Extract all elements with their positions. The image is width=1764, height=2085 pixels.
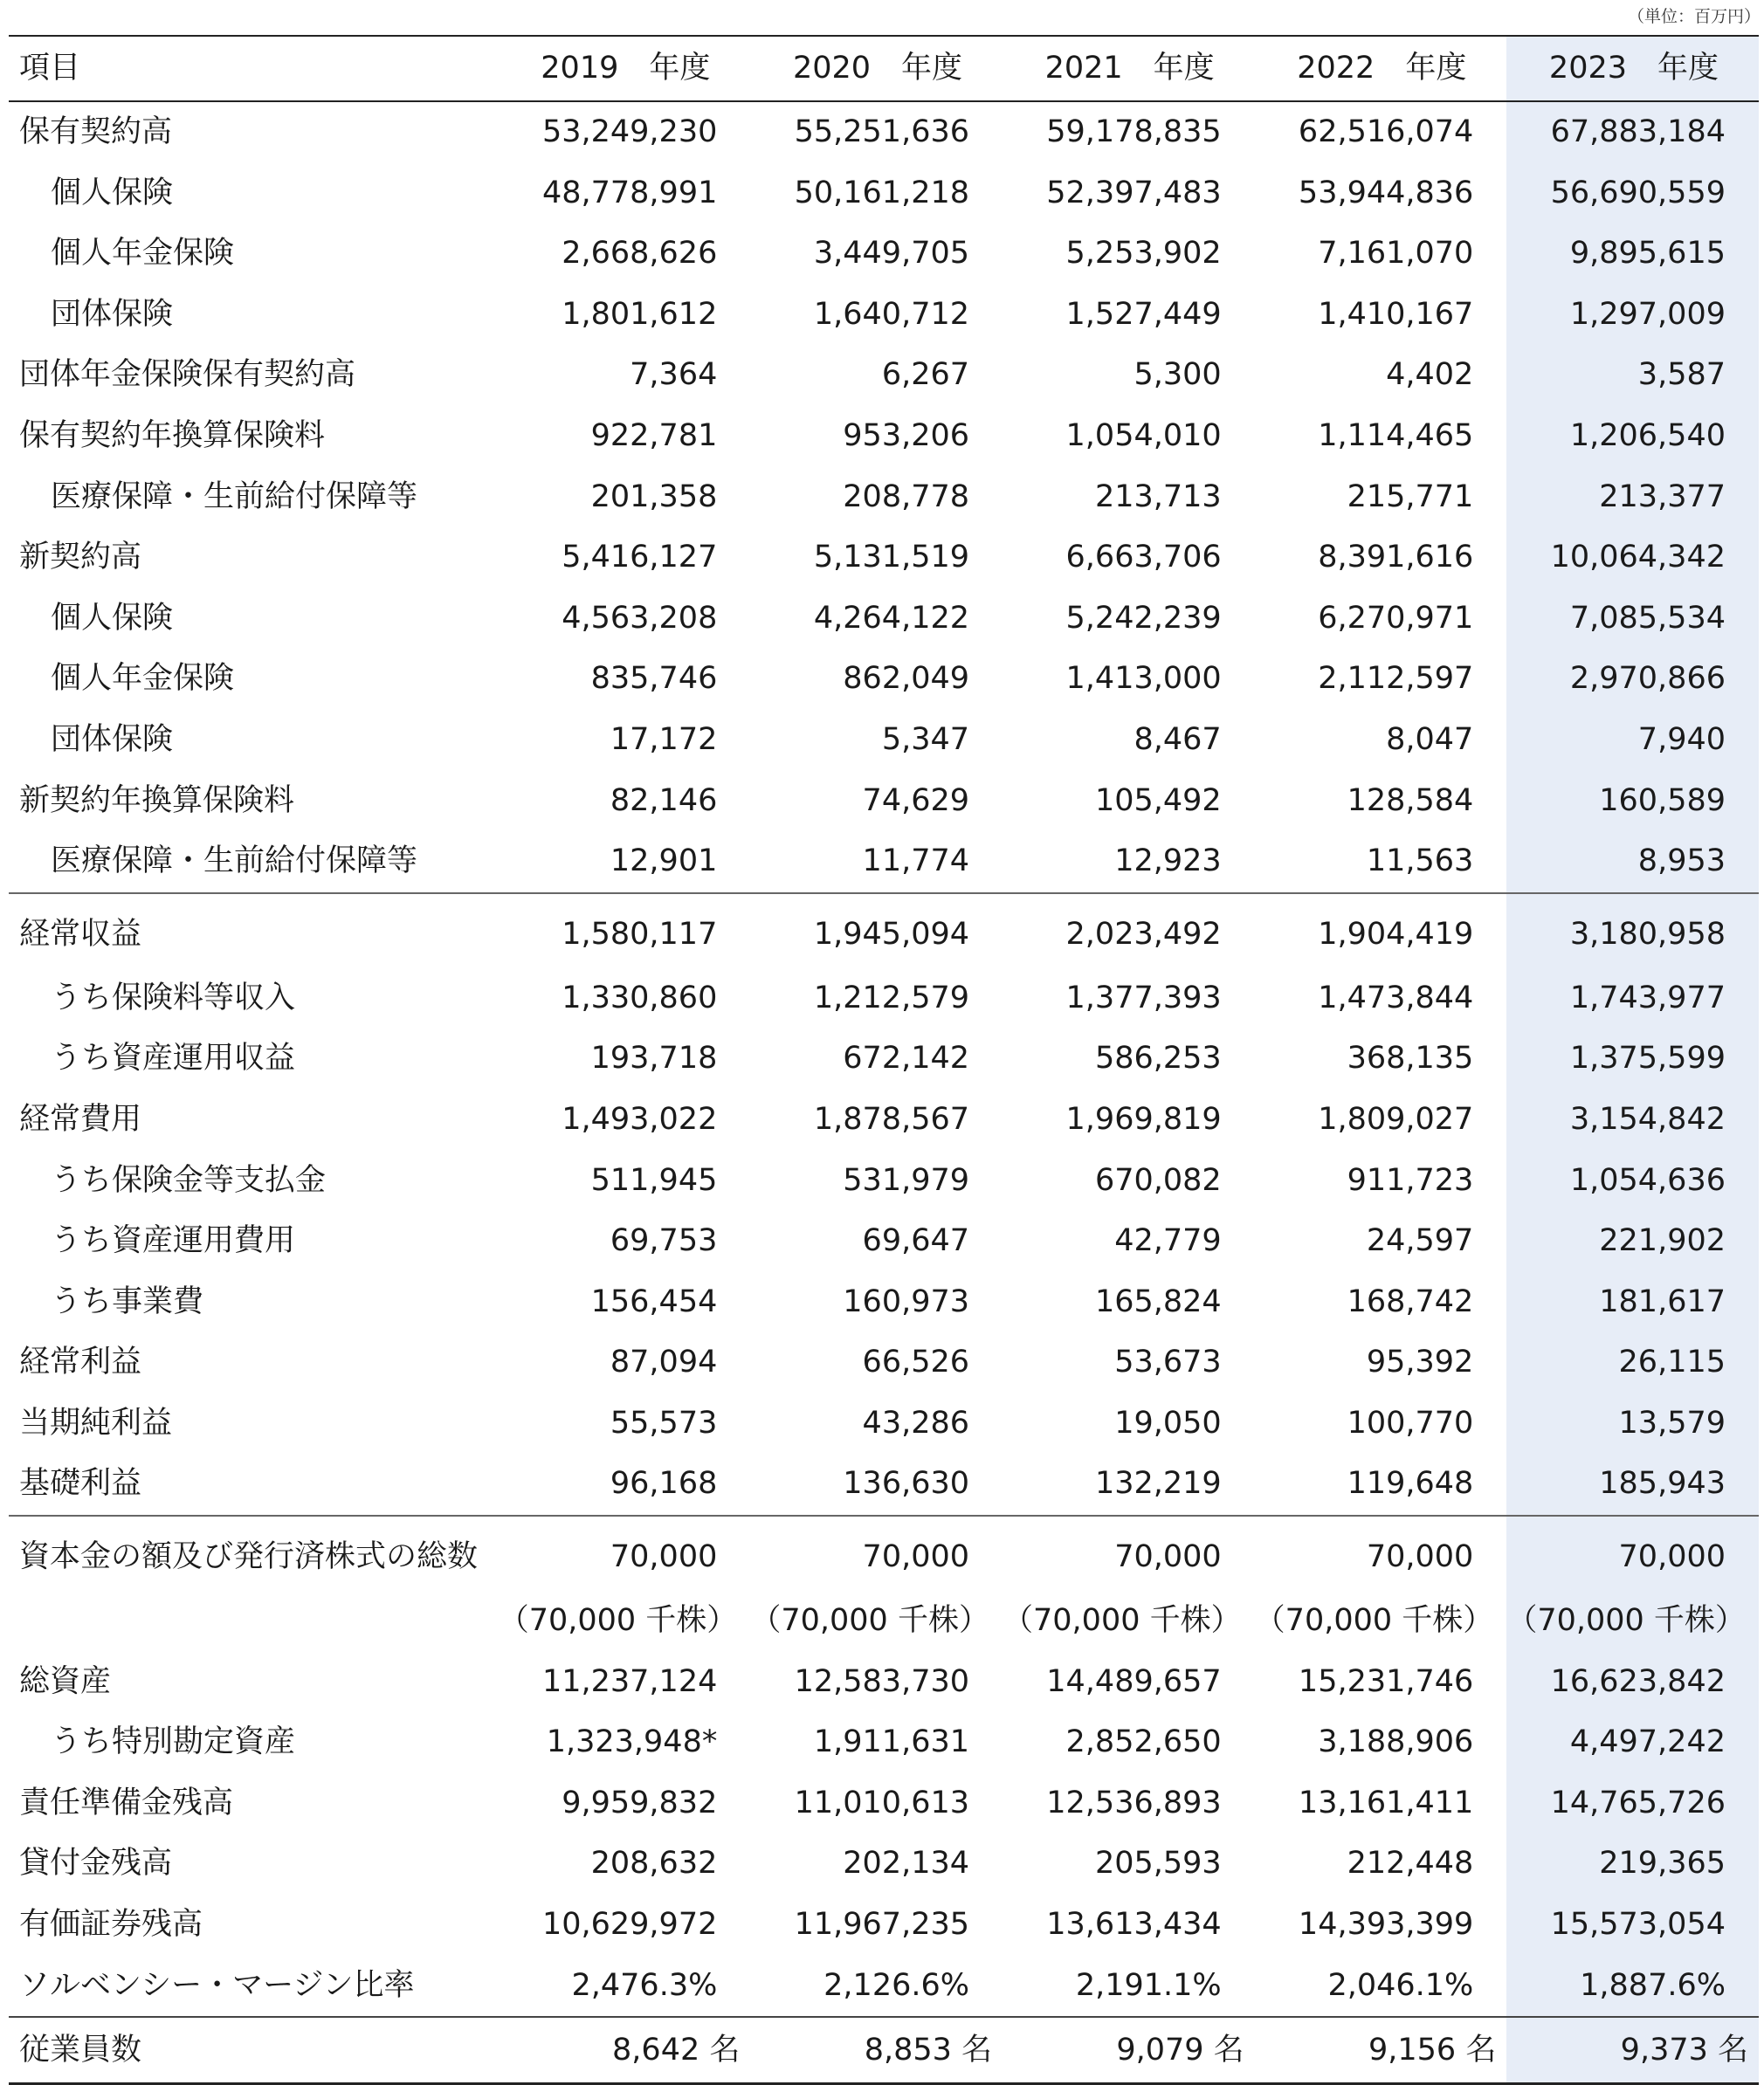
cell-value: 1,413,000: [1065, 661, 1222, 697]
cell-value: 219,365: [1506, 1834, 1759, 1895]
cell-value: 3,180,958: [1506, 893, 1759, 968]
row-label: うち資産運用費用: [51, 1223, 296, 1259]
header-year: 2021 年度: [1003, 36, 1255, 101]
cell-value: 1,206,540: [1506, 406, 1759, 467]
cell-value: 10,629,972: [541, 1907, 718, 1943]
cell-value: 9,156 名: [1255, 2017, 1507, 2084]
cell-value: 66,526: [862, 1345, 970, 1380]
cell-value: 11,774: [862, 843, 970, 879]
cell-value: 3,587: [1506, 345, 1759, 406]
table-row: [9, 467, 1759, 528]
cell-value: 5,347: [881, 721, 970, 757]
table-row: [9, 2017, 1759, 2084]
row-label: 団体保険: [51, 721, 174, 757]
cell-value: 2,046.1%: [1327, 1967, 1474, 2003]
cell-value: 8,853 名: [750, 2017, 1003, 2084]
table-row: [9, 968, 1759, 1029]
cell-value: 42,779: [1114, 1223, 1222, 1259]
row-label: うち特別勘定資産: [51, 1724, 296, 1760]
cell-value: 215,771: [1347, 478, 1474, 514]
cell-value: 8,467: [1134, 721, 1222, 757]
cell-value: 1,330,860: [562, 980, 718, 1015]
table-row: [9, 771, 1759, 832]
header-year-highlighted: 2023 年度: [1506, 36, 1759, 101]
cell-value: 5,242,239: [1065, 600, 1222, 636]
table-row: [9, 224, 1759, 285]
cell-value: 14,393,399: [1298, 1907, 1474, 1943]
cell-value: 70,000: [1003, 1516, 1255, 1591]
cell-value: 1,212,579: [813, 980, 970, 1015]
cell-value: 208,778: [843, 478, 970, 514]
header-year: 2020 年度: [750, 36, 1003, 101]
cell-value: 55,251,636: [794, 114, 970, 149]
cell-value: 82,146: [610, 782, 718, 818]
cell-value: 1,297,009: [1506, 285, 1759, 346]
cell-value: 74,629: [862, 782, 970, 818]
cell-value: 26,115: [1506, 1332, 1759, 1393]
row-label: 団体保険: [51, 296, 174, 332]
cell-value: 12,536,893: [1046, 1785, 1222, 1820]
cell-value: 19,050: [1114, 1405, 1222, 1441]
cell-value: 185,943: [1506, 1454, 1759, 1516]
cell-value: 15,231,746: [1298, 1663, 1474, 1699]
row-label: 個人年金保険: [51, 236, 235, 272]
cell-value: 3,154,842: [1506, 1090, 1759, 1151]
cell-value: 368,135: [1347, 1041, 1474, 1077]
table-row: [9, 1029, 1759, 1090]
cell-value: 5,416,127: [562, 540, 718, 575]
row-label: 保有契約高: [19, 114, 173, 149]
cell-value: 3,188,906: [1318, 1724, 1474, 1760]
cell-value: 69,753: [610, 1223, 718, 1259]
row-label: [9, 1591, 499, 1652]
table-row: [9, 710, 1759, 771]
cell-value: 53,249,230: [541, 114, 718, 149]
cell-value: 70,000: [1255, 1516, 1507, 1591]
cell-value: 9,373 名: [1506, 2017, 1759, 2084]
cell-value: 2,852,650: [1065, 1724, 1222, 1760]
cell-value: 213,377: [1506, 467, 1759, 528]
cell-value: 1,410,167: [1318, 296, 1474, 332]
cell-value: 181,617: [1506, 1272, 1759, 1333]
cell-value: 8,047: [1386, 721, 1474, 757]
cell-value: 5,131,519: [813, 540, 970, 575]
row-label: 医療保障・生前給付保障等: [51, 478, 418, 514]
table-row: [9, 1211, 1759, 1272]
cell-value: 62,516,074: [1298, 114, 1474, 149]
cell-value: 11,967,235: [794, 1907, 970, 1943]
table-row: [9, 163, 1759, 224]
cell-value: 69,647: [862, 1223, 970, 1259]
row-label: 経常利益: [19, 1345, 142, 1380]
table-row: [9, 101, 1759, 163]
cell-value: 1,527,449: [1065, 296, 1222, 332]
cell-value: 862,049: [843, 661, 970, 697]
cell-value: 160,589: [1506, 771, 1759, 832]
cell-value: 11,010,613: [794, 1785, 970, 1820]
cell-value: 43,286: [862, 1405, 970, 1441]
cell-value: 13,579: [1506, 1393, 1759, 1455]
cell-value: 1,640,712: [813, 296, 970, 332]
cell-value: 221,902: [1506, 1211, 1759, 1272]
cell-value: 9,959,832: [562, 1785, 718, 1820]
cell-value: 2,668,626: [562, 236, 718, 272]
cell-value: 1,473,844: [1318, 980, 1474, 1015]
cell-value: 168,742: [1347, 1283, 1474, 1319]
table-row: [9, 1591, 1759, 1652]
cell-value: 2,126.6%: [823, 1967, 970, 2003]
row-label: うち保険料等収入: [51, 980, 296, 1015]
table-row: [9, 893, 1759, 968]
cell-value: 213,713: [1094, 478, 1222, 514]
cell-value: 13,161,411: [1298, 1785, 1474, 1820]
cell-value: 48,778,991: [541, 175, 718, 210]
cell-value: 205,593: [1094, 1846, 1222, 1882]
row-label: 資本金の額及び発行済株式の総数: [9, 1516, 499, 1591]
row-label: 個人保険: [51, 175, 174, 210]
row-label: うち保険金等支払金: [51, 1162, 327, 1198]
cell-value: 953,206: [843, 417, 970, 453]
cell-value: 1,375,599: [1506, 1029, 1759, 1090]
cell-value: 16,623,842: [1506, 1652, 1759, 1713]
row-label: 総資産: [19, 1663, 112, 1699]
cell-value: 9,079 名: [1003, 2017, 1255, 2084]
unit-note: （単位：百万円）: [1627, 7, 1761, 26]
cell-value: （70,000 千株）: [1254, 1603, 1494, 1639]
cell-value: 1,801,612: [562, 296, 718, 332]
header-item: 項目: [9, 36, 499, 101]
cell-value: 128,584: [1347, 782, 1474, 818]
cell-value: 2,970,866: [1506, 649, 1759, 710]
row-label: 新契約高: [19, 540, 142, 575]
cell-value: 6,663,706: [1065, 540, 1222, 575]
header-row: [9, 36, 1759, 101]
cell-value: 119,648: [1347, 1466, 1474, 1502]
table-row: [9, 285, 1759, 346]
cell-value: 70,000: [1506, 1516, 1759, 1591]
cell-value: 212,448: [1347, 1846, 1474, 1882]
row-label: ソルベンシー・マージン比率: [19, 1967, 415, 2003]
cell-value: 1,493,022: [562, 1101, 718, 1137]
cell-value: 1,377,393: [1065, 980, 1222, 1015]
cell-value: 53,944,836: [1298, 175, 1474, 210]
cell-value: 4,264,122: [813, 600, 970, 636]
cell-value: 6,270,971: [1318, 600, 1474, 636]
cell-value: 7,161,070: [1318, 236, 1474, 272]
table-row: [9, 1652, 1759, 1713]
cell-value: 672,142: [843, 1041, 970, 1077]
table-row: [9, 649, 1759, 710]
table-row: [9, 1956, 1759, 2018]
cell-value: 9,895,615: [1506, 224, 1759, 285]
cell-value: 12,583,730: [794, 1663, 970, 1699]
row-label: 貸付金残高: [19, 1846, 173, 1882]
cell-value: 922,781: [590, 417, 718, 453]
cell-value: 136,630: [843, 1466, 970, 1502]
cell-value: 1,580,117: [499, 893, 751, 968]
cell-value: 50,161,218: [794, 175, 970, 210]
cell-value: 59,178,835: [1046, 114, 1222, 149]
table-row: [9, 1516, 1759, 1591]
table-row: [9, 1454, 1759, 1516]
cell-value: 1,887.6%: [1506, 1956, 1759, 2018]
table-row: [9, 345, 1759, 406]
cell-value: 96,168: [610, 1466, 718, 1502]
cell-value: 8,953: [1506, 831, 1759, 893]
cell-value: 201,358: [590, 478, 718, 514]
row-label: 個人保険: [51, 600, 174, 636]
table-row: [9, 1272, 1759, 1333]
table-row: [9, 1090, 1759, 1151]
header-year: 2019 年度: [499, 36, 751, 101]
table-row: [9, 1834, 1759, 1895]
cell-value: 105,492: [1094, 782, 1222, 818]
cell-value: 17,172: [610, 721, 718, 757]
cell-value: 586,253: [1094, 1041, 1222, 1077]
cell-value: 6,267: [881, 357, 970, 393]
cell-value: 1,114,465: [1318, 417, 1474, 453]
cell-value: 12,901: [610, 843, 718, 879]
cell-value: 15,573,054: [1506, 1895, 1759, 1956]
row-label: 保有契約年換算保険料: [19, 417, 326, 453]
cell-value: 531,979: [843, 1162, 970, 1198]
cell-value: 202,134: [843, 1846, 970, 1882]
cell-value: 67,883,184: [1506, 101, 1759, 163]
cell-value: （70,000 千株）: [750, 1603, 989, 1639]
cell-value: 1,054,636: [1506, 1151, 1759, 1212]
cell-value: 55,573: [610, 1405, 718, 1441]
cell-value: 87,094: [610, 1345, 718, 1380]
cell-value: 1,904,419: [1255, 893, 1507, 968]
cell-value: 56,690,559: [1506, 163, 1759, 224]
cell-value: 1,878,567: [813, 1101, 970, 1137]
cell-value: 165,824: [1094, 1283, 1222, 1319]
cell-value: 5,253,902: [1065, 236, 1222, 272]
header-year: 2022 年度: [1255, 36, 1507, 101]
row-label: うち事業費: [51, 1283, 204, 1319]
cell-value: 1,945,094: [750, 893, 1003, 968]
table-row: [9, 1393, 1759, 1455]
cell-value: 208,632: [590, 1846, 718, 1882]
cell-value: 2,112,597: [1318, 661, 1474, 697]
cell-value: 193,718: [590, 1041, 718, 1077]
cell-value: 70,000: [750, 1516, 1003, 1591]
cell-value: 7,085,534: [1506, 588, 1759, 650]
row-label: 基礎利益: [19, 1466, 142, 1502]
cell-value: 160,973: [843, 1283, 970, 1319]
row-label: 個人年金保険: [51, 661, 235, 697]
cell-value: 14,765,726: [1506, 1773, 1759, 1834]
row-label: 医療保障・生前給付保障等: [51, 843, 418, 879]
row-label: 経常費用: [19, 1101, 142, 1137]
cell-value: 911,723: [1347, 1162, 1474, 1198]
cell-value: 670,082: [1094, 1162, 1222, 1198]
table-row: [9, 1332, 1759, 1393]
cell-value: 156,454: [590, 1283, 718, 1319]
cell-value: 1,743,977: [1506, 968, 1759, 1029]
table-row: [9, 831, 1759, 893]
row-label: 有価証券残高: [19, 1907, 203, 1943]
cell-value: 13,613,434: [1046, 1907, 1222, 1943]
row-label: 従業員数: [9, 2017, 499, 2084]
cell-value: 2,191.1%: [1075, 1967, 1222, 2003]
cell-value: 835,746: [590, 661, 718, 697]
cell-value: 1,969,819: [1065, 1101, 1222, 1137]
cell-value: 5,300: [1134, 357, 1222, 393]
cell-value: 8,642 名: [499, 2017, 751, 2084]
table-row: [9, 527, 1759, 588]
cell-value: （70,000 千株）: [498, 1603, 738, 1639]
cell-value: 1,323,948*: [546, 1724, 718, 1760]
table-row: [9, 1895, 1759, 1956]
row-label: 責任準備金残高: [19, 1785, 234, 1820]
cell-value: 2,023,492: [1003, 893, 1255, 968]
cell-value: 4,563,208: [562, 600, 718, 636]
cell-value: 4,497,242: [1506, 1712, 1759, 1773]
cell-value: 70,000: [499, 1516, 751, 1591]
table-row: [9, 1151, 1759, 1212]
cell-value: 100,770: [1347, 1405, 1474, 1441]
row-label: 新契約年換算保険料: [19, 782, 295, 818]
row-label: 経常収益: [9, 893, 499, 968]
cell-value: 7,940: [1506, 710, 1759, 771]
row-label: 団体年金保険保有契約高: [19, 357, 356, 393]
cell-value: 52,397,483: [1046, 175, 1222, 210]
cell-value: 24,597: [1366, 1223, 1474, 1259]
table-row: [9, 1773, 1759, 1834]
cell-value: 14,489,657: [1046, 1663, 1222, 1699]
cell-value: 2,476.3%: [571, 1967, 718, 2003]
cell-value: 3,449,705: [813, 236, 970, 272]
row-label: 当期純利益: [19, 1405, 173, 1441]
cell-value: 7,364: [630, 357, 718, 393]
cell-value: 1,911,631: [813, 1724, 970, 1760]
cell-value: 11,563: [1366, 843, 1474, 879]
cell-value: 511,945: [590, 1162, 718, 1198]
cell-value: 4,402: [1386, 357, 1474, 393]
financial-summary-table: [9, 35, 1759, 2085]
cell-value: 11,237,124: [541, 1663, 718, 1699]
cell-value: 12,923: [1114, 843, 1222, 879]
row-label: うち資産運用収益: [51, 1041, 296, 1077]
cell-value: 1,054,010: [1065, 417, 1222, 453]
cell-value: 95,392: [1366, 1345, 1474, 1380]
cell-value: 132,219: [1094, 1466, 1222, 1502]
cell-value: （70,000 千株）: [1506, 1591, 1759, 1652]
cell-value: （70,000 千株）: [1003, 1603, 1242, 1639]
table-row: [9, 588, 1759, 650]
cell-value: 53,673: [1114, 1345, 1222, 1380]
table-row: [9, 406, 1759, 467]
cell-value: 1,809,027: [1318, 1101, 1474, 1137]
cell-value: 8,391,616: [1318, 540, 1474, 575]
cell-value: 10,064,342: [1506, 527, 1759, 588]
table-row: [9, 1712, 1759, 1773]
